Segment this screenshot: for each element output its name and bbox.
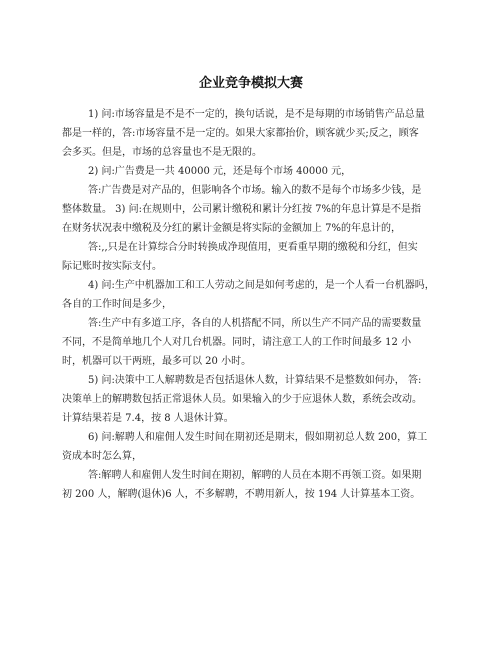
document-title: 企业竞争模拟大赛: [198, 76, 303, 91]
text-line: 都是一样的，答:市场容量不是一定的。如果大家都抬价，顾客就少买;反之，顾客: [62, 128, 419, 139]
text-line: 1) 问:市场容量是不是不一定的，换句话说，是不是每期的市场销售产品总量: [88, 109, 425, 120]
text-line: 时，机器可以干两班，最多可以 20 小时。: [62, 356, 252, 367]
text-line: 在财务状况表中缴税及分红的累计金额是将实际的金额加上 7%的年息计的，: [62, 223, 402, 234]
text-line: 计算结果若是 7.4，按 8 人退休计算。: [62, 413, 234, 424]
text-line: 2) 问:广告费是一共 40000 元，还是每个市场 40000 元，: [88, 166, 352, 177]
text-line: 整体数量。 3) 问:在规则中，公司累计缴税和累计分红按 7%的年息计算是不是指: [62, 204, 422, 215]
text-line: 5) 问:决策中工人解聘数是否包括退休人数，计算结果不是整数如何办， 答:: [88, 375, 422, 386]
text-line: 答:解聘人和雇佣人发生时间在期初，解聘的人员在本期不再领工资。如果期: [88, 470, 422, 481]
text-line: 不同，不是简单地几个人对几台机器。同时，请注意工人的工作时间最多 12 小: [62, 337, 412, 348]
text-line: 会多买。但是，市场的总容量也不是无限的。: [62, 147, 262, 158]
text-line: 决策单上的解聘数包括正常退休人员。如果输入的少于应退休人数，系统会改动。: [62, 394, 422, 405]
text-line: 各自的工作时间是多少，: [62, 299, 172, 310]
text-line: 答:,,只是在计算综合分时转换成净现值用，更看重早期的缴税和分红，但实: [88, 242, 418, 253]
text-line: 答:生产中有多道工序，各自的人机搭配不同，所以生产不同产品的需要数量: [88, 318, 422, 329]
text-line: 6) 问:解聘人和雇佣人发生时间在期初还是期末，假如期初总人数 200，算工: [88, 432, 428, 443]
text-line: 资成本时怎么算，: [62, 451, 142, 462]
text-line: 际记账时按实际支付。: [62, 261, 162, 272]
text-line: 初 200 人，解聘(退休)6 人，不多解聘，不聘用新人，按 194 人计算基本工资。: [62, 489, 421, 500]
text-line: 答:广告费是对产品的，但影响各个市场。输入的数不是每个市场多少钱，是: [88, 185, 422, 196]
text-line: 4) 问:生产中机器加工和工人劳动之间是如何考虑的，是一个人看一台机器吗，: [88, 280, 435, 291]
